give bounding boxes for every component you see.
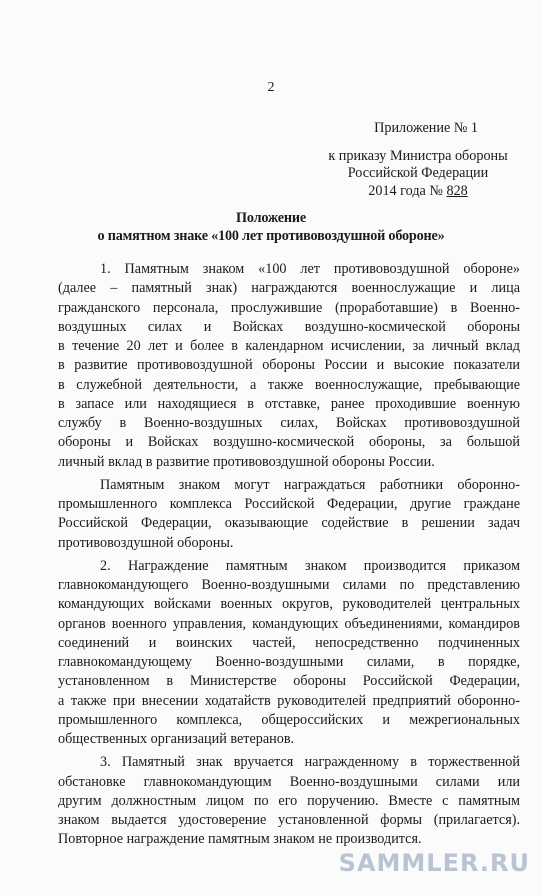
paragraph-line: в развитие противовоздушной обороны России и высокие показатели bbox=[58, 357, 520, 374]
paragraph-line: промышленного комплекса Российской Федерации, другие граждане bbox=[58, 496, 520, 512]
paragraph-line: 2. Награждение памятным знаком производится приказом bbox=[100, 557, 520, 574]
paragraph bbox=[58, 753, 520, 849]
paragraph-line: (далее – памятный знак) награждаются военнослужащие и лица bbox=[58, 280, 520, 297]
title-line-2: о памятном знаке «100 лет противовоздушной обороне» bbox=[97, 227, 445, 244]
paragraph-line: главнокомандующего Военно-воздушными силами по представлению bbox=[58, 577, 520, 593]
paragraph-line: 3. Памятный знак вручается награжденному в торжественной bbox=[100, 754, 520, 771]
paragraph-line: противовоздушной обороны. bbox=[58, 534, 234, 551]
paragraph bbox=[58, 260, 520, 472]
paragraph-line: промышленного комплекса, общероссийских и межрегиональных bbox=[58, 711, 520, 728]
paragraph-line: соединений и воинских частей, непосредственно подчиненных bbox=[58, 634, 520, 651]
appendix-title: Приложение № 1 bbox=[374, 120, 478, 136]
paragraph-line: обстановке главнокомандующим Военно-воздушными силами или bbox=[58, 773, 520, 790]
paragraph-line: личный вклад в развитие противовоздушной обороны России. bbox=[58, 453, 435, 470]
watermark: SAMMLER.RU bbox=[338, 849, 530, 877]
paragraph-line: обороны и Войсках воздушно-космической обороны, за большой bbox=[58, 434, 520, 451]
paragraph bbox=[58, 476, 520, 553]
paragraph-line: в служебной деятельности, а также военнослужащие, пребывающие bbox=[58, 376, 520, 393]
appendix-date-line bbox=[312, 183, 524, 201]
paragraph-line: а также при внесении ходатайств руководителей предприятий оборонно- bbox=[58, 692, 520, 709]
paragraph-line: службу в Военно-воздушных силах, Войсках противовоздушной bbox=[58, 415, 520, 431]
paragraph-line: органов военного управления, командующих объединениями, командиров bbox=[58, 615, 520, 632]
document-title bbox=[0, 210, 542, 245]
paragraph-line: 1. Памятным знаком «100 лет противовоздушной обороне» bbox=[100, 261, 520, 277]
appendix-date-prefix: 2014 года № bbox=[368, 182, 447, 199]
paragraph-line: воздушных силах и Войсках воздушно-космической обороны bbox=[58, 318, 520, 335]
paragraph-line: командующих войсками военных округов, руководителей центральных bbox=[58, 596, 520, 613]
appendix-order-number: 828 bbox=[446, 182, 468, 199]
document-body bbox=[58, 260, 520, 850]
paragraph-line: Повторное награждение памятным знаком не производится. bbox=[58, 831, 422, 848]
page-number: 2 bbox=[267, 80, 275, 95]
paragraph-line: главнокомандующему Военно-воздушными силами, в порядке, bbox=[58, 654, 520, 670]
title-line-1: Положение bbox=[236, 210, 306, 226]
paragraph-line: гражданского персонала, прослужившие (проработавшие) в Военно- bbox=[58, 299, 520, 316]
paragraph-line: другим должностным лицом по его поручению. Вместе с памятным bbox=[58, 792, 520, 809]
paragraph-line: в течение 20 лет и более в календарном исчислении, за личный вклад bbox=[58, 338, 520, 354]
paragraph-line: в запасе или находящиеся в отставке, ранее проходившие военную bbox=[58, 395, 520, 412]
paragraph-line: Памятным знаком могут награждаться работники оборонно- bbox=[100, 476, 520, 493]
paragraph-line: установленном в Министерстве обороны Российской Федерации, bbox=[58, 673, 520, 690]
paragraph-line: Российской Федерации, оказывающие содействие в решении задач bbox=[58, 515, 520, 532]
paragraph bbox=[58, 557, 520, 750]
appendix-country-line: Российской Федерации bbox=[347, 165, 489, 181]
paragraph-line: общественных организаций ветеранов. bbox=[58, 731, 295, 747]
appendix-order-line: к приказу Министра обороны bbox=[328, 147, 508, 164]
appendix-header bbox=[312, 120, 524, 200]
paragraph-line: знаком выдается удостоверение установленной формы (прилагается). bbox=[58, 812, 520, 828]
